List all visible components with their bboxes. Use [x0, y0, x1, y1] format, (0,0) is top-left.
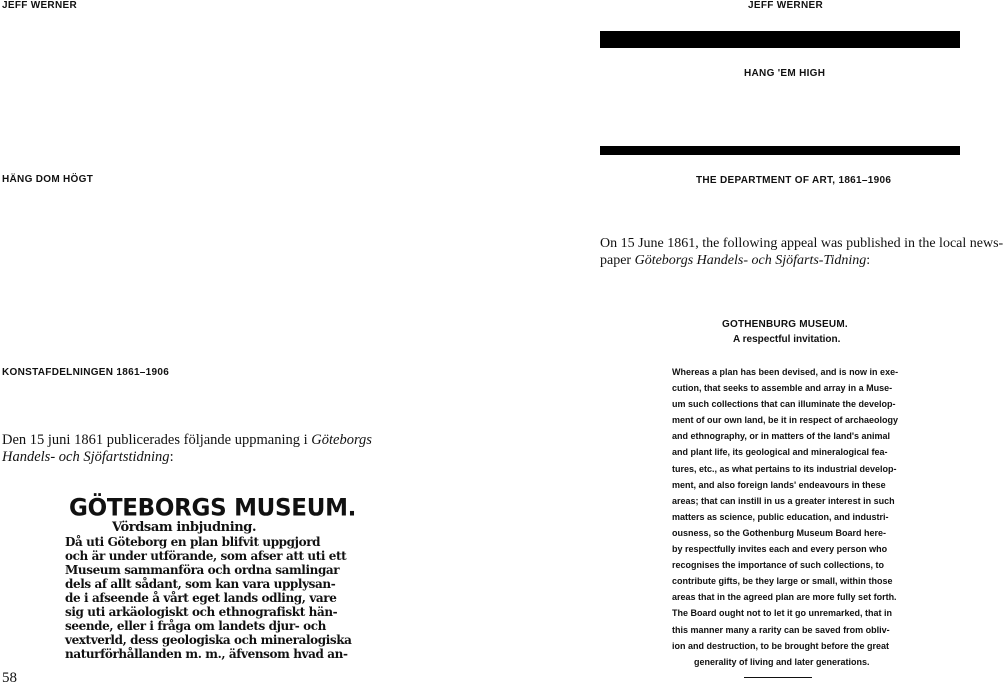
appeal-line: matters as science, public education, and industri-	[672, 511, 889, 522]
appeal-line: cution, that seeks to assemble and array in a Muse-	[672, 383, 893, 394]
appeal-line: and ethnography, or in matters of the land's animal	[672, 431, 891, 442]
appeal-line: generality of living and later generations.	[694, 656, 870, 667]
clipping-line: Museum sammanföra och ordna samlingar	[65, 563, 340, 577]
clipping-line: de i afseende å vårt eget lands odling, vare	[65, 591, 337, 605]
running-head-left: JEFF WERNER	[2, 0, 77, 11]
clipping-line: seende, eller i fråga om landets djur- och	[65, 619, 326, 633]
appeal-line: areas; that can instill in us a greater interest in such	[672, 495, 895, 506]
clipping-line: Då uti Göteborg en plan blifvit uppgjord	[65, 535, 321, 549]
appeal-title: GOTHENBURG MUSEUM.	[722, 319, 848, 330]
appeal-line: tures, etc., as what pertains to its industrial develop-	[672, 463, 897, 474]
running-head-right: JEFF WERNER	[748, 0, 823, 11]
appeal-line: areas that in the agreed plan are more fully set forth.	[672, 592, 897, 603]
appeal-line: ion and destruction, to be brought before the great	[672, 640, 890, 651]
intro-paragraph-english	[600, 235, 1003, 269]
newspaper-clipping	[60, 494, 357, 665]
appeal-line: ousness, so the Gothenburg Museum Board here-	[672, 527, 887, 538]
intro-swedish-colon: :	[169, 449, 174, 465]
intro-english-text: paper	[600, 253, 635, 268]
intro-english-line-1: On 15 June 1861, the following appeal was published in the local news-	[600, 236, 1003, 251]
newspaper-title-swedish: Göteborgs Handels- och Sjöfartstidning	[2, 432, 372, 465]
intro-paragraph-swedish	[2, 432, 402, 466]
chapter-title-english: HANG 'EM HIGH	[744, 68, 826, 79]
appeal-line: and plant life, its geological and mineralogical fea-	[672, 447, 888, 458]
clipping-line: dels af allt sådant, som kan vara upplysan-	[65, 577, 336, 591]
appeal-subtitle: A respectful invitation.	[733, 334, 841, 345]
clipping-line: sig uti arkäologiskt och ethnografiskt hän-	[65, 605, 338, 619]
clipping-body	[65, 535, 352, 661]
section-heading-swedish	[2, 367, 169, 378]
chapter-title-swedish: HÄNG DOM HÖGT	[2, 174, 94, 185]
clipping-line: vextverld, dess geologiska och mineralogiska	[65, 633, 352, 647]
top-black-bar	[600, 31, 960, 48]
clipping-headline: GÖTEBORGS MUSEUM.	[69, 494, 357, 522]
appeal-line: ment of our own land, be it in respect of archaeology	[672, 415, 899, 426]
intro-swedish-text: Den 15 juni 1861 publicerades följande uppmaning i	[2, 432, 312, 448]
newspaper-title-english: Göteborgs Handels- och Sjöfarts-Tidning	[634, 253, 867, 268]
section-heading-swedish-text: KONSTAFDELNINGEN 1861–1906	[2, 367, 170, 378]
page-number: 58	[2, 670, 17, 686]
intro-english-line-2	[600, 252, 960, 269]
intro-english-colon: :	[866, 253, 871, 268]
appeal-line: Whereas a plan has been devised, and is now in exe-	[672, 367, 899, 377]
bottom-black-bar	[600, 146, 960, 155]
clipping-line: och är under utförande, som afser att uti ett	[65, 549, 347, 563]
clipping-subhead: Vördsam inbjudning.	[112, 520, 257, 535]
closing-rule	[744, 677, 812, 678]
appeal-line: um such collections that can illuminate the develop-	[672, 399, 896, 410]
appeal-line: by respectfully invites each and every person who	[672, 544, 888, 555]
appeal-line: ment, and also foreign lands' endeavours in these	[672, 479, 886, 490]
clipping-line: naturförhållanden m. m., äfvensom hvad an-	[65, 647, 348, 661]
appeal-line: this manner many a rarity can be saved from obliv-	[672, 624, 890, 635]
appeal-line: contribute gifts, be they large or small, within those	[672, 576, 893, 587]
section-heading-english: THE DEPARTMENT OF ART, 1861–1906	[696, 175, 892, 186]
appeal-line: recognises the importance of such collections, to	[672, 560, 885, 571]
appeal-line: The Board ought not to let it go unremarked, that in	[672, 608, 892, 619]
appeal-body	[672, 364, 920, 670]
